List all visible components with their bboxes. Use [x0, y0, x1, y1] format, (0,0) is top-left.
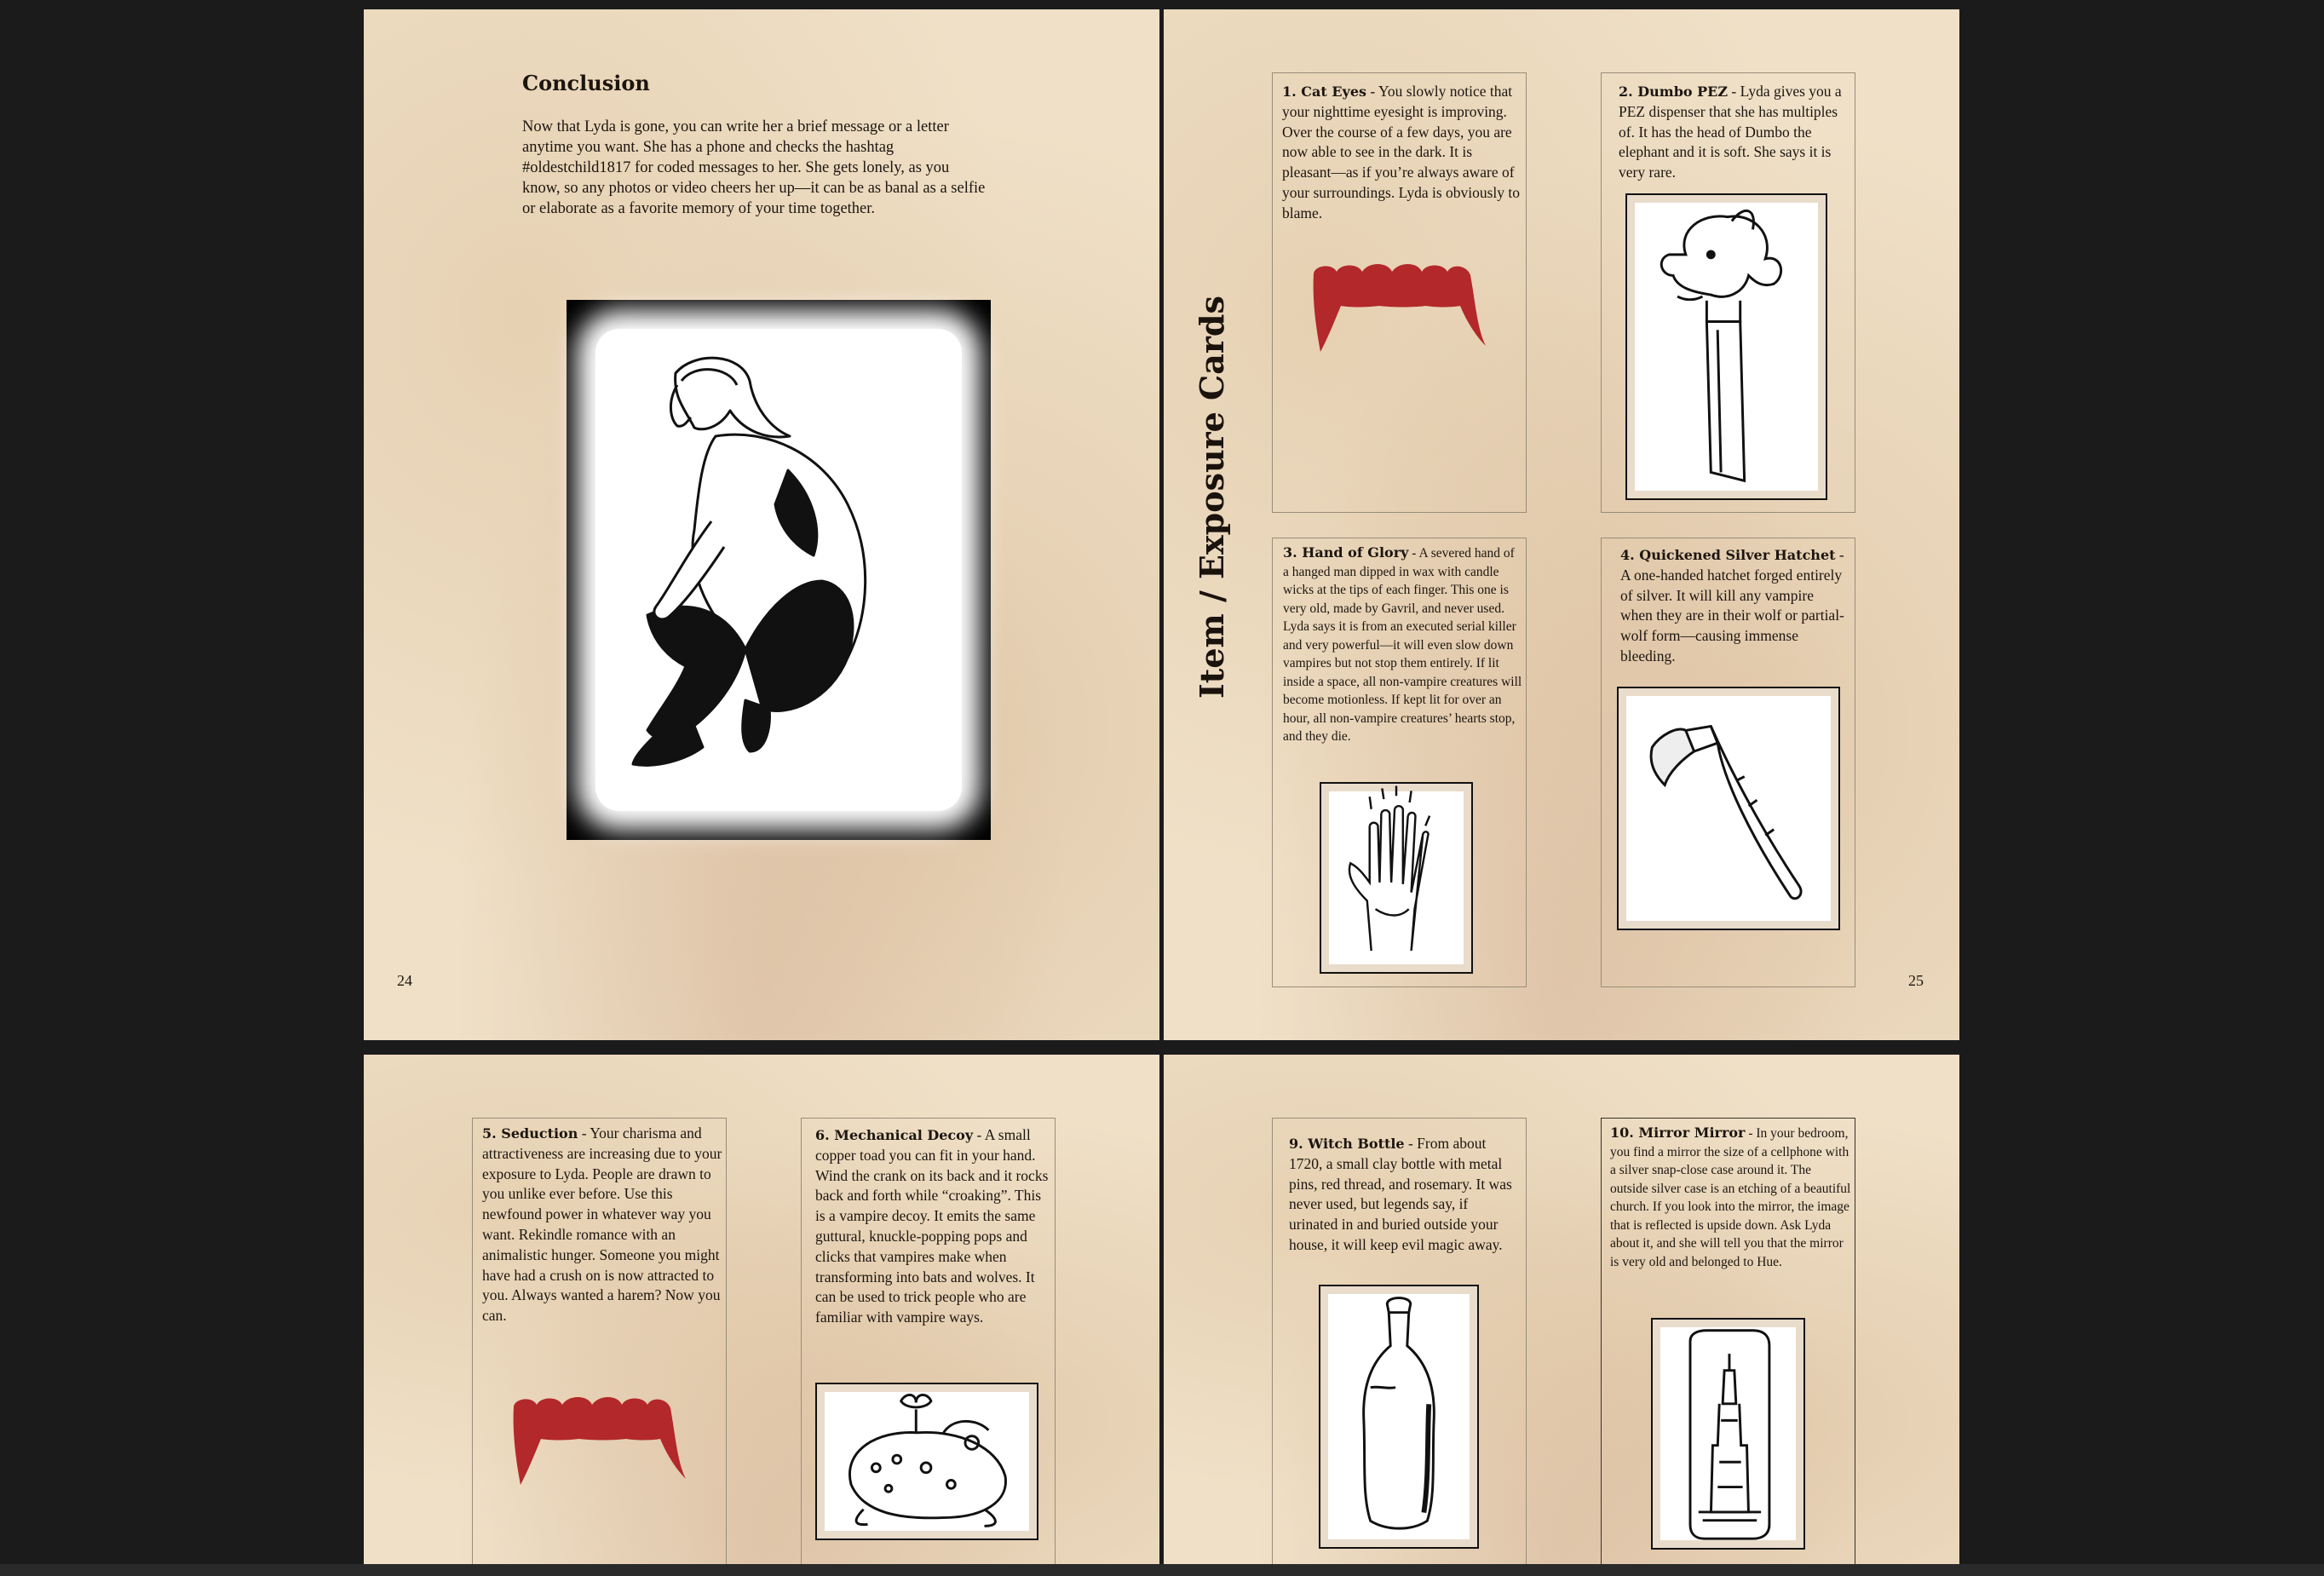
- conclusion-heading: Conclusion: [522, 71, 650, 95]
- hand-of-glory-illustration: [1320, 782, 1473, 974]
- card-title: 5. Seduction: [482, 1125, 578, 1142]
- card-description: - Lyda gives you a PEZ dispenser that she has multiples of. It has the head of Dumbo the elephant and it is soft. She says it is very rare.: [1619, 83, 1842, 181]
- card-cat-eyes: [1272, 72, 1527, 513]
- mechanical-toad-illustration: [815, 1383, 1038, 1540]
- card-text: [482, 1124, 722, 1326]
- card-text: [1620, 545, 1846, 667]
- card-text: [1610, 1124, 1852, 1271]
- card-witch-bottle: [1272, 1118, 1527, 1576]
- card-mechanical-decoy: [801, 1118, 1056, 1576]
- card-title: 2. Dumbo PEZ: [1619, 83, 1729, 100]
- card-description: - Your charisma and attractiveness are increasing due to your exposure to Lyda. People are drawn to you unlike ever before. Use this newfound power in whatever way you want. Rekindle romance with an animalistic hunger. Someone you might have had a crush on is now attracted to you. Always wanted a harem? Now you can.: [482, 1124, 722, 1325]
- card-text: [1289, 1134, 1519, 1256]
- hatchet-illustration: [1617, 687, 1840, 930]
- crouching-woman-illustration: [567, 300, 991, 840]
- card-text: [1282, 82, 1521, 224]
- page-25: [1164, 9, 1959, 1040]
- page-26: [364, 1055, 1159, 1576]
- card-title: 3. Hand of Glory: [1283, 544, 1409, 561]
- witch-bottle-illustration: [1319, 1285, 1479, 1549]
- card-description: - From about 1720, a small clay bottle with metal pins, red thread, and rosemary. It was never used, but legends say, if urinated in and buried outside your house, it will keep evil magic away.: [1289, 1135, 1512, 1253]
- card-text: [1619, 82, 1849, 183]
- section-title: Item / Exposure Cards: [1193, 296, 1231, 699]
- card-title: 6. Mechanical Decoy: [815, 1127, 974, 1143]
- vampire-fangs-icon: [1307, 256, 1494, 359]
- vampire-fangs-icon: [507, 1389, 694, 1492]
- card-title: 10. Mirror Mirror: [1610, 1124, 1746, 1141]
- page-number: 24: [397, 972, 412, 989]
- card-title: 1. Cat Eyes: [1282, 83, 1367, 100]
- mirror-illustration: [1651, 1318, 1805, 1550]
- card-seduction: [472, 1118, 727, 1576]
- viewer-bottom-bar: [0, 1564, 2324, 1576]
- pez-dispenser-illustration: [1625, 193, 1827, 500]
- card-description: - You slowly notice that your nighttime eyesight is improving. Over the course of a few days, you are now able to see in the dark. It is pleasant—as if you’re always aware of your surroundings. Lyda is obviously to blame.: [1282, 83, 1521, 221]
- card-silver-hatchet: [1601, 538, 1855, 987]
- page-27: [1164, 1055, 1959, 1576]
- card-hand-of-glory: [1272, 538, 1527, 987]
- card-description: - A one-handed hatchet forged entirely of silver. It will kill any vampire when they are in their wolf or partial-wolf form—causing immense bleeding.: [1620, 546, 1844, 664]
- card-description: - In your bedroom, you find a mirror the size of a cellphone with a silver snap-close case around it. The outside silver case is an etching of a beautiful church. If you look into the mirror, the image that is reflected is upside down. Ask Lyda about it, and she will tell you that the mirror is very old and belonged to Hue.: [1610, 1126, 1851, 1269]
- card-description: - A severed hand of a hanged man dipped in wax with candle wicks at the tips of each finger. This one is very old, made by Gavril, and never used. Lyda says it is from an executed serial killer and very powerful—it will even slow down vampires but not stop them entirely. If lit inside a space, all non-vampire creatures will become motionless. If kept lit for over an hour, all non-vampire creatures’ hearts stop, and they die.: [1283, 546, 1522, 744]
- card-title: 9. Witch Bottle: [1289, 1136, 1405, 1152]
- card-description: - A small copper toad you can fit in your hand. Wind the crank on its back and it rocks back and forth while “croaking”. This is a vampire decoy. It emits the same guttural, knuckle-popping pops and clicks that vampires make when transforming into bats and wolves. It can be used to trick people who are familiar with vampire ways.: [815, 1126, 1049, 1326]
- card-dumbo-pez: [1601, 72, 1855, 513]
- card-mirror-mirror: [1601, 1118, 1855, 1576]
- card-text: [815, 1125, 1052, 1328]
- page-number: 25: [1908, 972, 1924, 989]
- card-title: 4. Quickened Silver Hatchet: [1620, 547, 1836, 563]
- conclusion-body: Now that Lyda is gone, you can write her a brief message or a letter anytime you want. She has a phone and checks the hashtag #oldestchild1817 for coded messages to her. She gets lonely, as you know, so any photos or video cheers her up—it can be as banal as a selfie or elaborate as a favorite memory of your time together.: [522, 118, 986, 217]
- page-24: [364, 9, 1159, 1040]
- card-text: [1283, 544, 1523, 746]
